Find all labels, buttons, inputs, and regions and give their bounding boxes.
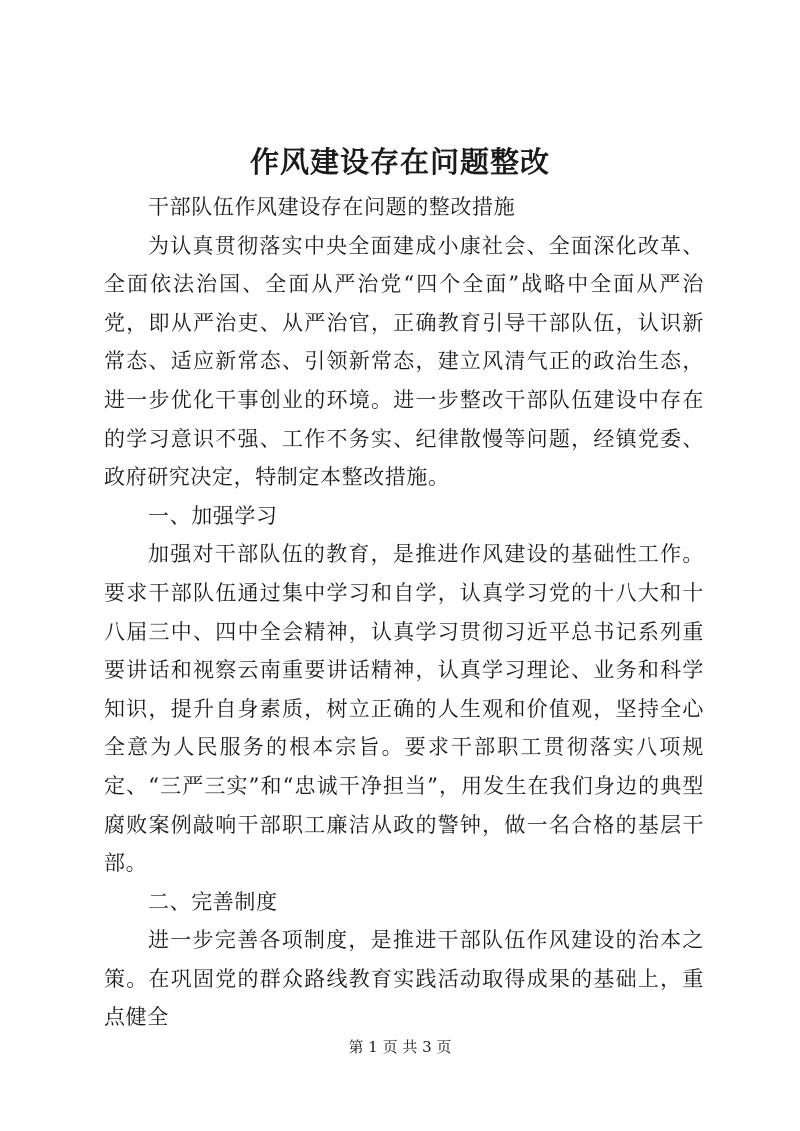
document-body: [104, 188, 704, 1037]
paragraph-study: 加强对干部队伍的教育，是推进作风建设的基础性工作。要求干部队伍通过集中学习和自学，认真学习党的十八大和十八届三中、四中全会精神，认真学习贯彻习近平总书记系列重要讲话和视察云南重要讲话精神，认真学习理论、业务和科学知识，提升自身素质，树立正确的人生观和价值观，坚持全心全意为人民服务的根本宗旨。要求干部职工贯彻落实八项规定、“三严三实”和“忠诚干净担当”，用发生在我们身边的典型腐败案例敲响干部职工廉洁从政的警钟，做一名合格的基层干部。: [104, 542, 704, 876]
paragraph-system: 进一步完善各项制度，是推进干部队伍作风建设的治本之策。在巩固党的群众路线教育实践活动取得成果的基础上，重点健全: [104, 928, 704, 1030]
document-title: 作风建设存在问题整改: [249, 145, 550, 179]
paragraph-intro: 为认真贯彻落实中央全面建成小康社会、全面深化改革、全面依法治国、全面从严治党“四个全面”战略中全面从严治党，即从严治吏、从严治官，正确教育引导干部队伍，认识新常态、适应新常态、引领新常态，建立风清气正的政治生态，进一步优化干事创业的环境。进一步整改干部队伍建设中存在的学习意识不强、工作不务实、纪律散慢等问题，经镇党委、政府研究决定，特制定本整改措施。: [104, 233, 704, 490]
section-heading-study: 一、加强学习: [148, 503, 278, 528]
section-heading-subtitle: 干部队伍作风建设存在问题的整改措施: [148, 195, 516, 219]
section-heading-system: 二、完善制度: [148, 889, 278, 914]
page-footer: 第 1 页 共 3 页: [348, 1038, 452, 1056]
